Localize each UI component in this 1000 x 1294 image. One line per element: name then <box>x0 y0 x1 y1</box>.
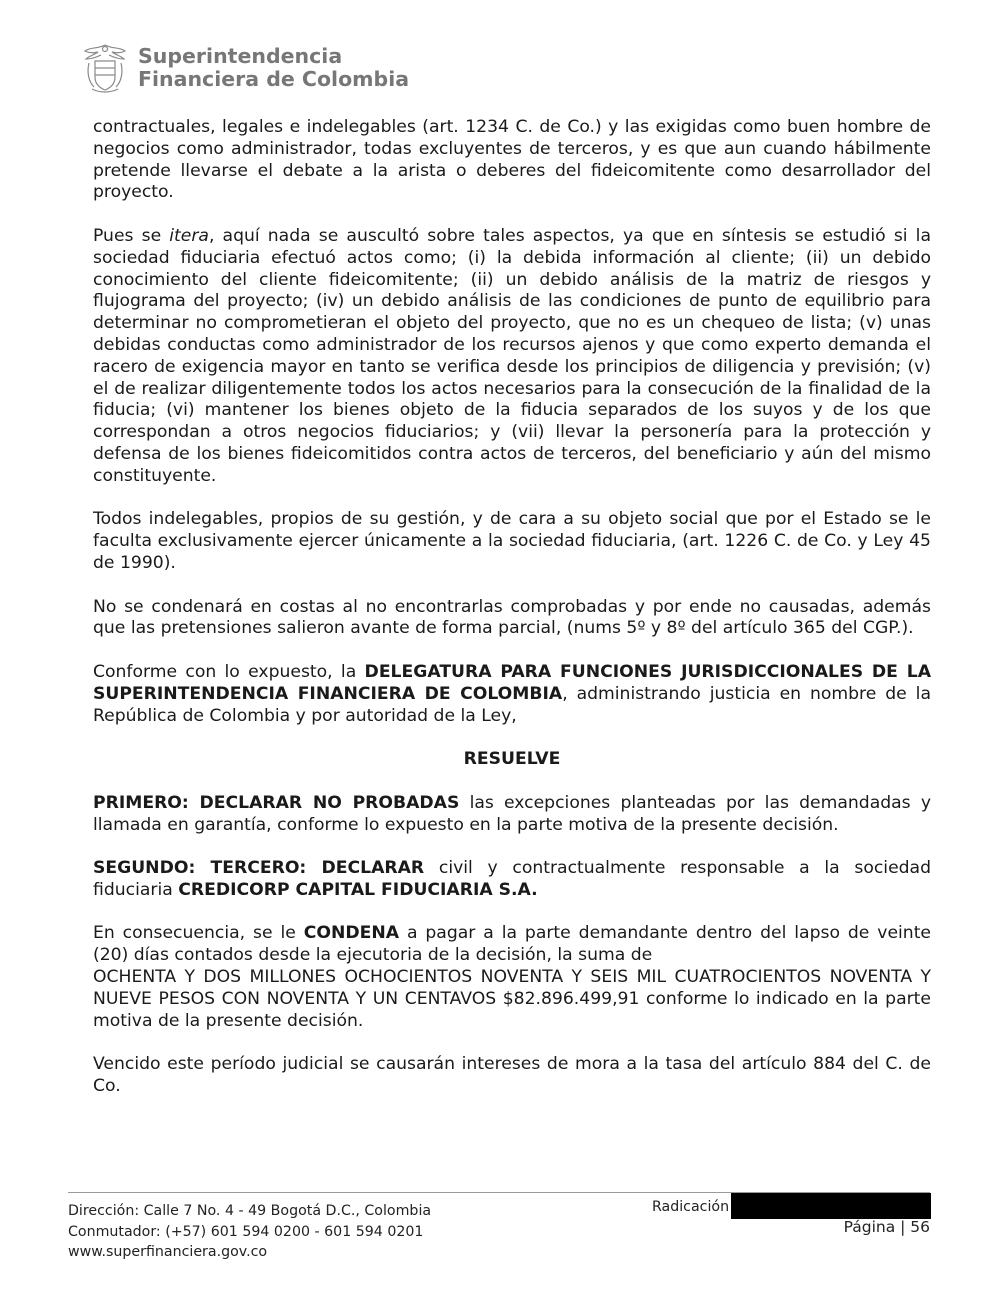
condena-amount-text: OCHENTA Y DOS MILLONES OCHOCIENTOS NOVENTA Y SEIS MIL CUATROCIENTOS NOVENTA Y NUEVE PESOS CON NOVENTA Y UN CENTAVOS $82.896.499,91 conforme lo indicado en la parte motiva de la presente decisión. <box>93 967 931 1031</box>
paragraph-3: Todos indelegables, propios de su gestión, y de cara a su objeto social que por el Estado se le faculta exclusivamente ejercer únicamente a la sociedad fiduciaria, (art. 1226 C. de Co. y Ley 45 de 1990). <box>93 509 931 573</box>
segundo-text: civil y contractualmente responsable a la sociedad fiduciaria <box>93 858 931 900</box>
organization-name-line-2: Financiera de Colombia <box>138 67 410 91</box>
paragraph-2-italic: itera <box>169 225 209 246</box>
paragraph-primero <box>93 793 931 837</box>
footer-address: Dirección: Calle 7 No. 4 - 49 Bogotá D.C., Colombia <box>68 1203 432 1219</box>
resuelve-heading: RESUELVE <box>463 749 561 770</box>
condena-text-a: En consecuencia, se le <box>93 923 304 944</box>
paragraph-2-text-b: , aquí nada se auscultó sobre tales aspectos, ya que en síntesis se estudió si la sociedad fiduciaria efectuó actos como; (i) la debida información al cliente; (ii) un debido conocimiento del cliente fideicomitente; (ii) un debido análisis de la matriz de riesgos y flujograma del proyecto; (iv) un debido análisis de las condiciones de punto de equilibrio para determinar no comprometieran el objeto del proyecto, que no es un chequeo de lista; (v) unas debidas conductas como administrador de los recursos ajenos y que como experto demanda el racero de exigencia mayor en tanto se verifica desde los principios de diligencia y previsión; (v) el de realizar diligentemente todos los actos necesarios para la consecución de la finalidad de la fiducia; (vi) mantener los bienes objeto de la fiducia separados de los suyos y de los que correspondan a otros negocios fiduciarios; y (vii) llevar la personería para la protección y defensa de los bienes fideicomitidos contra actos de terceros, del beneficiario y aún del mismo constituyente. <box>93 225 931 486</box>
radicacion-label: Radicación <box>652 1199 730 1215</box>
paragraph-5-bold: DELEGATURA PARA FUNCIONES JURISDICCIONALES DE LA SUPERINTENDENCIA FINANCIERA DE COLOMBIA <box>93 661 932 704</box>
paragraph-5-text-a: Conforme con lo expuesto, la <box>93 661 365 682</box>
document-body <box>93 117 931 1120</box>
paragraph-intereses: Vencido este período judicial se causarán intereses de mora a la tasa del artículo 884 del C. de Co. <box>93 1054 931 1097</box>
footer-contact <box>68 1201 431 1263</box>
paragraph-2-text-a: Pues se <box>93 225 170 246</box>
condena-text-b: a pagar a la parte demandante dentro del lapso de veinte (20) días contados desde la ejecutoria de la decisión, la suma de <box>93 923 932 966</box>
footer-phone: Conmutador: (+57) 601 594 0200 - 601 594 0201 <box>68 1223 424 1240</box>
page-header <box>80 40 409 96</box>
condena-bold: CONDENA <box>303 923 400 944</box>
paragraph-5 <box>93 662 931 727</box>
paragraph-1: contractuales, legales e indelegables (art. 1234 C. de Co.) y las exigidas como buen hombre de negocios como administrador, todas excluyentes de terceros, y es que aun cuando hábilmente pretende llevarse el debate a la arista o deberes del fideicomitente como desarrollador del proyecto. <box>93 117 931 203</box>
footer-website: www.superfinanciera.gov.co <box>68 1244 268 1260</box>
paragraph-segundo <box>93 858 931 902</box>
organization-name <box>138 45 409 91</box>
paragraph-5-text-b: , administrando justicia en nombre de la República de Colombia y por autoridad de la Ley, <box>93 683 931 726</box>
segundo-company: CREDICORP CAPITAL FIDUCIARIA S.A. <box>178 879 538 900</box>
primero-text: las excepciones planteadas por las demandadas y llamada en garantía, conforme lo expuesto en la parte motiva de la presente decisión. <box>93 792 931 835</box>
page-number: Página | 56 <box>843 1218 930 1236</box>
paragraph-4: No se condenará en costas al no encontrarlas comprobadas y por ende no causadas, además que las pretensiones salieron avante de forma parcial, (nums 5º y 8º del artículo 365 del CGP.). <box>93 596 931 639</box>
primero-bold: PRIMERO: DECLARAR NO PROBADAS <box>93 792 460 813</box>
paragraph-condena <box>93 923 931 1032</box>
colombia-coat-of-arms-icon <box>80 41 130 95</box>
radicacion-redaction <box>731 1193 931 1219</box>
segundo-bold: SEGUNDO: TERCERO: DECLARAR <box>93 858 425 879</box>
organization-name-line-1: Superintendencia <box>138 44 343 68</box>
paragraph-2 <box>93 226 931 488</box>
